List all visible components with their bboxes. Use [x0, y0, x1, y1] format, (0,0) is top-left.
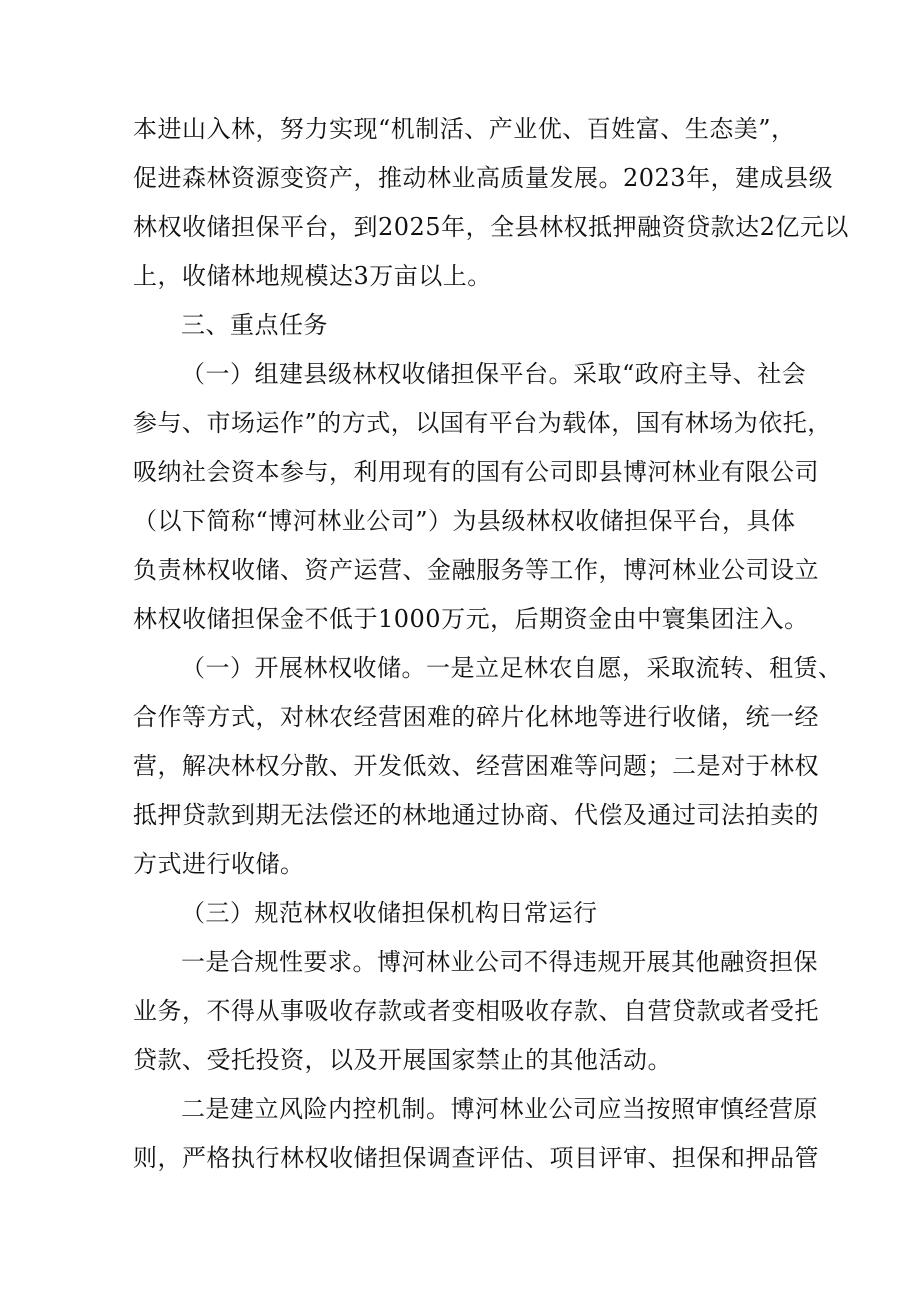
text-line: 促进森林资源变资产，推动林业高质量发展。2023年，建成县级	[133, 164, 834, 192]
text-line: 则，严格执行林权收储担保调查评估、项目评审、担保和押品管	[133, 1144, 819, 1172]
text-line: 本进山入林，努力实现“机制活、产业优、百姓富、生态美”，	[133, 115, 796, 143]
text-line: 营，解决林权分散、开发低效、经营困难等问题；二是对于林权	[133, 752, 819, 780]
text-line: 贷款、受托投资，以及开展国家禁止的其他活动。	[133, 1046, 672, 1074]
text-line: 业务，不得从事吸收存款或者变相吸收存款、自营贷款或者受托	[133, 997, 819, 1025]
text-line: 合作等方式，对林农经营困难的碎片化林地等进行收储，统一经	[133, 703, 819, 731]
section-heading: 三、重点任务	[181, 311, 328, 339]
subsection-heading: （三）规范林权收储担保机构日常运行	[181, 899, 598, 927]
text-line: 林权收储担保金不低于1000万元，后期资金由中寰集团注入。	[133, 605, 809, 633]
text-line: 吸纳社会资本参与，利用现有的国有公司即县博河林业有限公司	[133, 458, 819, 486]
text-line: 一是合规性要求。博河林业公司不得违规开展其他融资担保	[181, 948, 818, 976]
text-line: （以下简称“博河林业公司”）为县级林权收储担保平台，具体	[133, 507, 796, 535]
text-line: 参与、市场运作”的方式，以国有平台为载体，国有林场为依托，	[133, 409, 832, 437]
text-line: 抵押贷款到期无法偿还的林地通过协商、代偿及通过司法拍卖的	[133, 801, 819, 829]
text-line: 方式进行收储。	[133, 850, 305, 878]
text-line: 林权收储担保平台，到2025年，全县林权抵押融资贷款达2亿元以	[133, 213, 849, 241]
text-line: 二是建立风险内控机制。博河林业公司应当按照审慎经营原	[181, 1095, 818, 1123]
text-line: （一）开展林权收储。一是立足林农自愿，采取流转、租赁、	[181, 654, 843, 682]
text-line: 负责林权收储、资产运营、金融服务等工作，博河林业公司设立	[133, 556, 819, 584]
text-line: 上，收储林地规模达3万亩以上。	[133, 262, 492, 290]
text-line: （一）组建县级林权收储担保平台。采取“政府主导、社会	[181, 360, 807, 388]
